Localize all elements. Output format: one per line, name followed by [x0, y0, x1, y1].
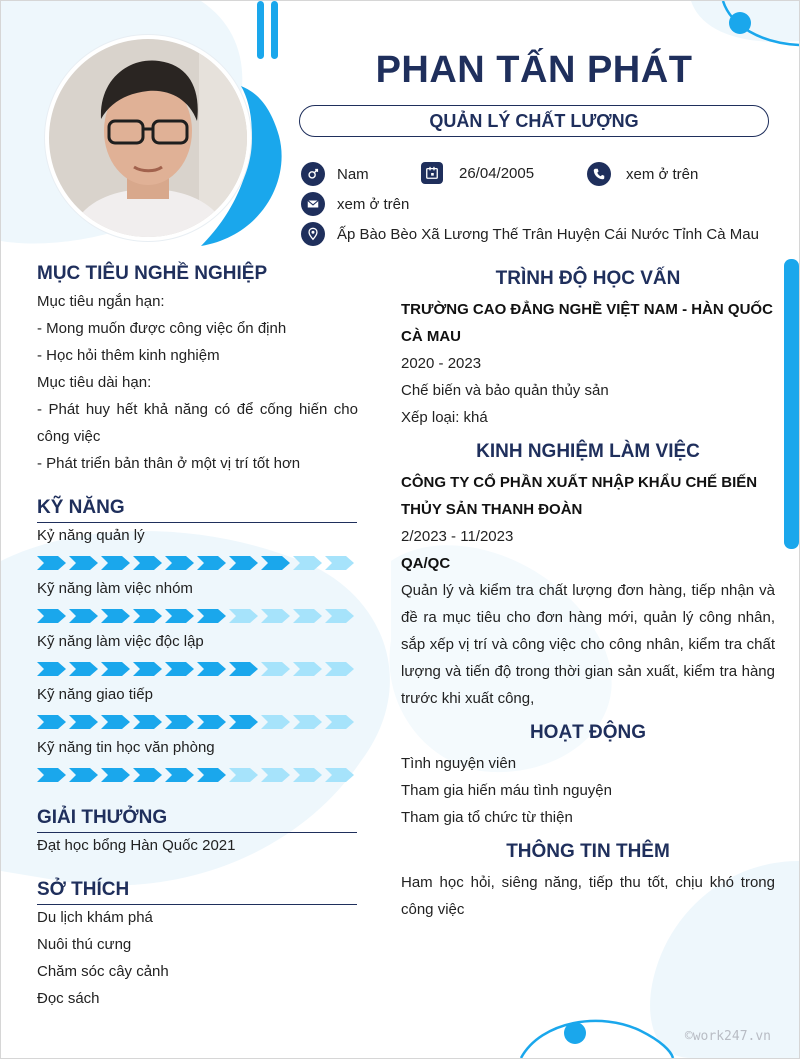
location-pin-icon	[301, 222, 325, 246]
address-value: Ấp Bào Bèo Xã Lương Thế Trân Huyện Cái Nước Tỉnh Cà Mau	[337, 225, 759, 243]
hobbies-title: SỞ THÍCH	[37, 879, 357, 905]
skills-title: KỸ NĂNG	[37, 497, 357, 523]
job-position: QUẢN LÝ CHẤT LƯỢNG	[299, 105, 769, 137]
avatar	[45, 35, 251, 241]
skill-chevron-filled	[165, 768, 194, 782]
skill-chevron-filled	[37, 715, 66, 729]
skill-chevron-filled	[69, 768, 98, 782]
education-major: Chế biến và bảo quản thủy sản	[401, 382, 609, 399]
skill-chevron-empty	[261, 662, 290, 676]
email-row	[301, 192, 409, 216]
skill-chevron-filled	[69, 715, 98, 729]
education-period: 2020 - 2023	[401, 355, 482, 372]
skill-chevron-filled	[165, 556, 194, 570]
hobby-item: Nuôi thú cưng	[37, 936, 132, 953]
skill-chevron-filled	[229, 662, 258, 676]
skill-chevron-empty	[261, 768, 290, 782]
skill-chevron-filled	[101, 556, 130, 570]
skill-chevron-filled	[101, 662, 130, 676]
hobby-item: Chăm sóc cây cảnh	[37, 963, 169, 980]
skill-chevron-empty	[261, 609, 290, 623]
skill-chevron-filled	[261, 556, 290, 570]
skill-chevron-filled	[133, 662, 162, 676]
skill-chevron-filled	[101, 715, 130, 729]
awards-title: GIẢI THƯỞNG	[37, 807, 357, 833]
birthday-value: 26/04/2005	[459, 164, 535, 182]
skill-label: Kỷ năng quản lý	[37, 527, 145, 544]
skill-rating-bar	[37, 609, 357, 623]
skill-chevron-filled	[101, 609, 130, 623]
objective-line: - Phát triển bản thân ở một vị trí tốt hơn	[37, 455, 301, 472]
skill-chevron-filled	[133, 715, 162, 729]
skill-chevron-empty	[293, 556, 322, 570]
calendar-icon	[421, 162, 443, 184]
skill-chevron-filled	[165, 662, 194, 676]
skill-chevron-empty	[229, 609, 258, 623]
skill-chevron-empty	[229, 768, 258, 782]
objective-line: Mục tiêu ngắn hạn:	[37, 293, 165, 310]
skill-chevron-empty	[293, 609, 322, 623]
email-icon	[301, 192, 325, 216]
skill-chevron-filled	[197, 662, 226, 676]
skill-chevron-filled	[37, 556, 66, 570]
activity-item: Tham gia tổ chức từ thiện	[401, 809, 573, 826]
gender-row	[301, 162, 369, 186]
skill-chevron-empty	[325, 556, 354, 570]
skill-chevron-filled	[133, 609, 162, 623]
skill-chevron-filled	[37, 662, 66, 676]
skill-chevron-filled	[69, 662, 98, 676]
experience-title: KINH NGHIỆM LÀM VIỆC	[476, 441, 700, 462]
skill-chevron-empty	[325, 715, 354, 729]
objective-title: MỤC TIÊU NGHỀ NGHIỆP	[37, 263, 268, 284]
skill-rating-bar	[37, 556, 357, 570]
phone-row	[587, 162, 698, 186]
skill-chevron-empty	[293, 662, 322, 676]
education-title: TRÌNH ĐỘ HỌC VẤN	[495, 268, 681, 289]
skill-label: Kỹ năng tin học văn phòng	[37, 739, 215, 756]
skill-chevron-filled	[133, 556, 162, 570]
skill-chevron-filled	[197, 715, 226, 729]
phone-icon	[587, 162, 611, 186]
skill-label: Kỹ năng giao tiếp	[37, 686, 153, 703]
objective-line: Mục tiêu dài hạn:	[37, 374, 152, 391]
experience-description: Quản lý và kiểm tra chất lượng đơn hàng, tiếp nhận và đề ra mục tiêu cho đơn hàng mới, quản lý công nhân, sắp xếp vị trí và công việc cho công nhân, kiểm tra chất lượng và tiến độ trong thời gian sản xuất, kiểm tra hàng trước khi xuất công,	[401, 582, 775, 707]
skill-chevron-empty	[325, 609, 354, 623]
candidate-name: PHAN TẤN PHÁT	[375, 49, 693, 91]
skill-chevron-filled	[197, 556, 226, 570]
skill-chevron-empty	[293, 768, 322, 782]
activities-title: HOẠT ĐỘNG	[529, 722, 647, 743]
skill-chevron-filled	[165, 715, 194, 729]
award-item: Đạt học bổng Hàn Quốc 2021	[37, 837, 236, 854]
hobby-item: Đọc sách	[37, 990, 100, 1007]
skill-label: Kỹ năng làm việc nhóm	[37, 580, 193, 597]
skill-chevron-empty	[293, 715, 322, 729]
avatar-photo	[49, 39, 247, 237]
additional-info-text: Ham học hỏi, siêng năng, tiếp thu tốt, chịu khó trong công việc	[401, 874, 775, 918]
experience-role: QA/QC	[401, 555, 451, 572]
skill-chevron-filled	[197, 768, 226, 782]
objective-line: - Học hỏi thêm kinh nghiệm	[37, 347, 220, 364]
skill-chevron-empty	[325, 768, 354, 782]
skill-chevron-filled	[133, 768, 162, 782]
email-value: xem ở trên	[337, 195, 410, 213]
skill-rating-bar	[37, 662, 357, 676]
education-grade: Xếp loại: khá	[401, 409, 488, 426]
additional-info-title: THÔNG TIN THÊM	[506, 841, 670, 862]
skill-chevron-filled	[229, 556, 258, 570]
skill-chevron-filled	[37, 768, 66, 782]
skill-chevron-filled	[101, 768, 130, 782]
company-name: CÔNG TY CỔ PHẦN XUẤT NHẬP KHẨU CHẾ BIẾN THỦY SẢN THANH ĐOÀN	[401, 474, 758, 518]
birthday-row	[421, 162, 534, 184]
skill-chevron-empty	[325, 662, 354, 676]
hobby-item: Du lịch khám phá	[37, 909, 153, 926]
gender-icon	[301, 162, 325, 186]
activity-item: Tình nguyện viên	[401, 755, 517, 772]
skill-chevron-filled	[197, 609, 226, 623]
address-row	[301, 222, 759, 246]
watermark: ©work247.vn	[684, 1029, 771, 1044]
experience-period: 2/2023 - 11/2023	[401, 528, 514, 545]
objective-line: - Phát huy hết khả năng có để cống hiến cho công việc	[37, 401, 358, 445]
skill-chevron-filled	[37, 609, 66, 623]
skill-chevron-empty	[261, 715, 290, 729]
skill-chevron-filled	[165, 609, 194, 623]
skill-rating-bar	[37, 715, 357, 729]
school-name: TRƯỜNG CAO ĐẲNG NGHỀ VIỆT NAM - HÀN QUỐC CÀ MAU	[401, 301, 773, 345]
activity-item: Tham gia hiến máu tình nguyện	[401, 782, 612, 799]
skill-chevron-filled	[69, 556, 98, 570]
skill-chevron-filled	[69, 609, 98, 623]
objective-line: - Mong muốn được công việc ổn định	[37, 320, 287, 337]
skill-chevron-filled	[229, 715, 258, 729]
skill-label: Kỹ năng làm việc độc lập	[37, 633, 204, 650]
skill-rating-bar	[37, 768, 357, 782]
phone-value: xem ở trên	[626, 165, 699, 183]
gender-value: Nam	[337, 165, 369, 183]
